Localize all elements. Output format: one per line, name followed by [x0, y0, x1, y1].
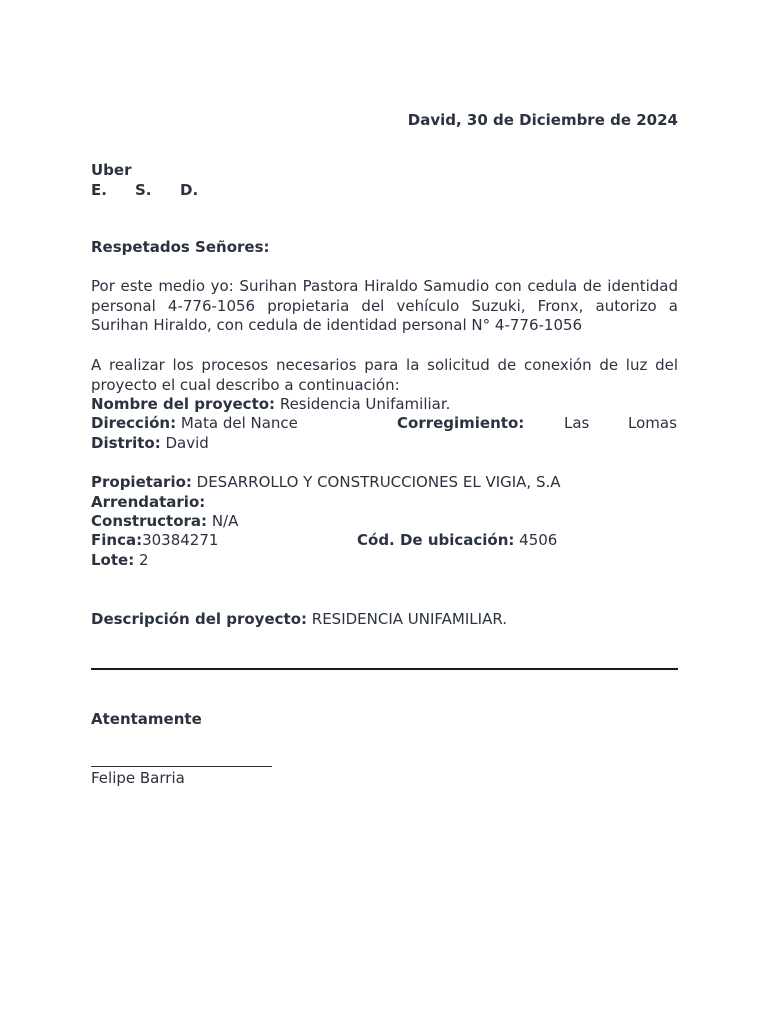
description-row: [91, 610, 507, 629]
recipient-name: Uber: [91, 161, 132, 179]
lot-label: Lote:: [91, 551, 135, 569]
finca-label: Finca:: [91, 531, 143, 549]
owner-label: Propietario:: [91, 473, 192, 491]
address-row: [91, 414, 678, 433]
signature-line: [91, 752, 272, 767]
owner-row: [91, 473, 561, 492]
location-code-row: [357, 531, 557, 550]
paragraph-authorization: Por este medio yo: Surihan Pastora Hiraldo Samudio con cedula de identidad personal 4-776-1056 propietaria del vehículo Suzuki, Fronx, autorizo a Surihan Hiraldo, con cedula de identidad personal N° 4-776-1056: [91, 277, 678, 335]
finca-value: 30384271: [142, 531, 219, 549]
builder-value: N/A: [207, 512, 239, 530]
district-label: Distrito:: [91, 434, 161, 452]
description-label: Descripción del proyecto:: [91, 610, 307, 628]
tenant-row: [91, 493, 205, 512]
corregimiento-label: Corregimiento:: [397, 414, 525, 432]
esd-d: D.: [180, 181, 199, 199]
greeting: Respetados Señores:: [91, 238, 270, 256]
district-row: [91, 434, 209, 453]
corregimiento-value-part1: Las: [564, 414, 590, 432]
paragraph-request: A realizar los procesos necesarios para la solicitud de conexión de luz del proyecto el cual describo a continuación:: [91, 356, 678, 394]
esd-e: E.: [91, 181, 107, 199]
esd-s: S.: [135, 181, 152, 199]
address-label: Dirección:: [91, 414, 177, 432]
district-value: David: [160, 434, 209, 452]
owner-value: DESARROLLO Y CONSTRUCCIONES EL VIGIA, S.A: [191, 473, 561, 491]
project-name-value: Residencia Unifamiliar.: [275, 395, 451, 413]
finca-row: [91, 531, 218, 550]
tenant-label: Arrendatario:: [91, 493, 206, 511]
description-value: RESIDENCIA UNIFAMILIAR.: [307, 610, 507, 628]
closing: Atentamente: [91, 710, 202, 728]
builder-row: [91, 512, 238, 531]
signature-name: Felipe Barria: [91, 769, 185, 787]
horizontal-divider: [91, 668, 678, 670]
builder-label: Constructora:: [91, 512, 208, 530]
recipient-esd: [91, 181, 198, 200]
project-name-row: [91, 395, 450, 414]
letter-date: David, 30 de Diciembre de 2024: [407, 111, 678, 129]
corregimiento-value-part2: Lomas: [628, 414, 677, 432]
lot-row: [91, 551, 149, 570]
address-value: Mata del Nance: [176, 414, 298, 432]
location-code-label: Cód. De ubicación:: [357, 531, 515, 549]
location-code-value: 4506: [514, 531, 558, 549]
lot-value: 2: [134, 551, 149, 569]
project-name-label: Nombre del proyecto:: [91, 395, 276, 413]
